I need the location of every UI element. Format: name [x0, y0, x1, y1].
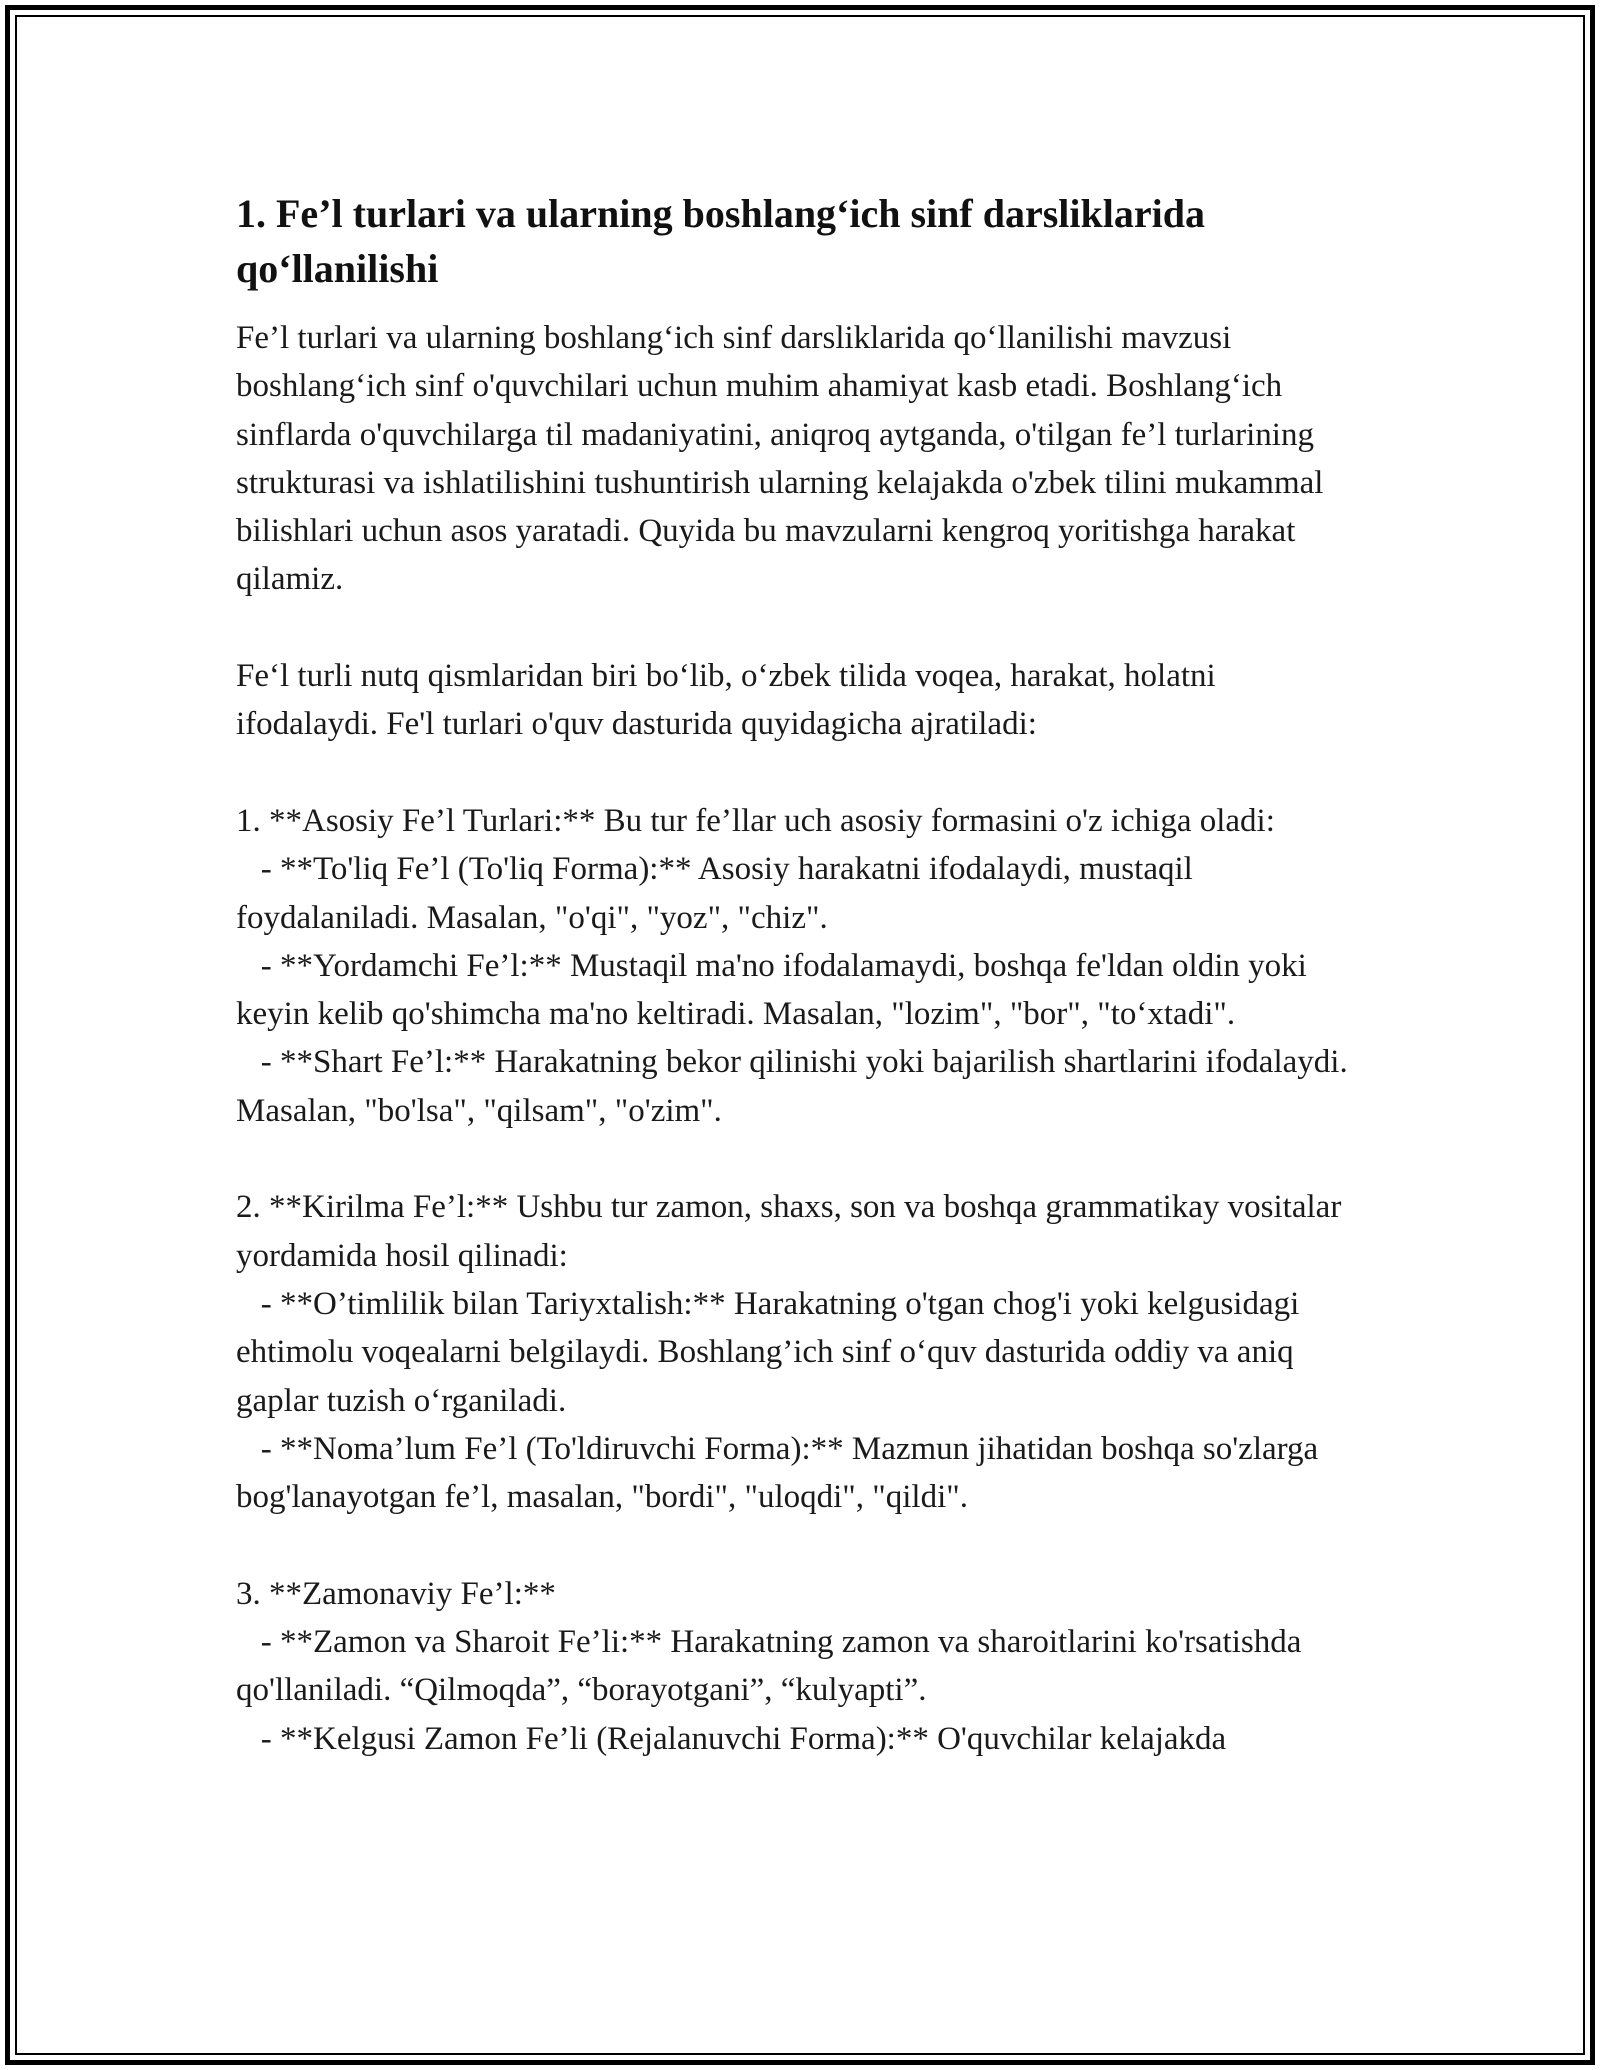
list-section-3: 3. **Zamonaviy Fe’l:** - **Zamon va Sharoit Fe’li:** Harakatning zamon va sharoitlarini ko'rsatishda qo'llaniladi. “Qilmoqda”, “borayotgani”, “kulyapti”. - **Kelgusi Zamon Fe’li (Rejalanuvchi Forma):** O'quvchilar kelajakda [236, 1575, 1302, 1757]
document-body [236, 186, 1356, 1763]
document-heading: 1. Fe’l turlari va ularning boshlang‘ich sinf darsliklarida qo‘llanilishi [236, 191, 1206, 291]
paragraph-intro: Fe’l turlari va ularning boshlang‘ich sinf darsliklarida qo‘llanilishi mavzusi boshlang‘ich sinf o'quvchilari uchun muhim ahamiyat kasb etadi. Boshlang‘ich sinflarda o'quvchilarga til madaniyatini, aniqroq aytganda, o'tilgan fe’l turlarining strukturasi va ishlatilishini tushuntirish ularning kelajakda o'zbek tilini mukammal bilishlari uchun asos yaratadi. Quyida bu mavzularni kengroq yoritishga harakat qilamiz. [236, 320, 1332, 598]
paragraph-gap [236, 604, 1356, 652]
paragraph-definition: Fe‘l turli nutq qismlaridan biri bo‘lib, o‘zbek tilida voqea, harakat, holatni ifodalaydi. Fe'l turlari o'quv dasturida quyidagicha ajratiladi: [236, 658, 1224, 743]
paragraph-gap [236, 749, 1356, 797]
paragraph-gap [236, 1135, 1356, 1183]
list-section-1: 1. **Asosiy Fe’l Turlari:** Bu tur fe’llar uch asosiy formasini o'z ichiga oladi: - **To'liq Fe’l (To'liq Forma):** Asosiy harakatni ifodalaydi, mustaqil foydalaniladi. Masalan, "o'qi", "yoz", "chiz". - **Yordamchi Fe’l:** Mustaqil ma'no ifodalamaydi, boshqa fe'ldan oldin yoki keyin kelib qo'shimcha ma'no keltiradi. Masalan, "lozim", "bor", "to‘xtadi". - **Shart Fe’l:** Harakatning bekor qilinishi yoki bajarilish shartlarini ifodalaydi. Masalan, "bo'lsa", "qilsam", "o'zim". [236, 802, 1348, 1129]
paragraph-gap [236, 1521, 1356, 1569]
list-section-2: 2. **Kirilma Fe’l:** Ushbu tur zamon, shaxs, son va boshqa grammatikay vositalar yordamida hosil qilinadi: - **O’timlilik bilan Tariyxtalish:** Harakatning o'tgan chog'i yoki kelgusidagi ehtimolu voqealarni belgilaydi. Boshlang’ich sinf o‘quv dasturida oddiy va aniq gaplar tuzish o‘rganiladi. - **Noma’lum Fe’l (To'ldiruvchi Forma):** Mazmun jihatidan boshqa so'zlarga bog'lanayotgan fe’l, masalan, "bordi", "uloqdi", "qildi". [236, 1189, 1342, 1516]
